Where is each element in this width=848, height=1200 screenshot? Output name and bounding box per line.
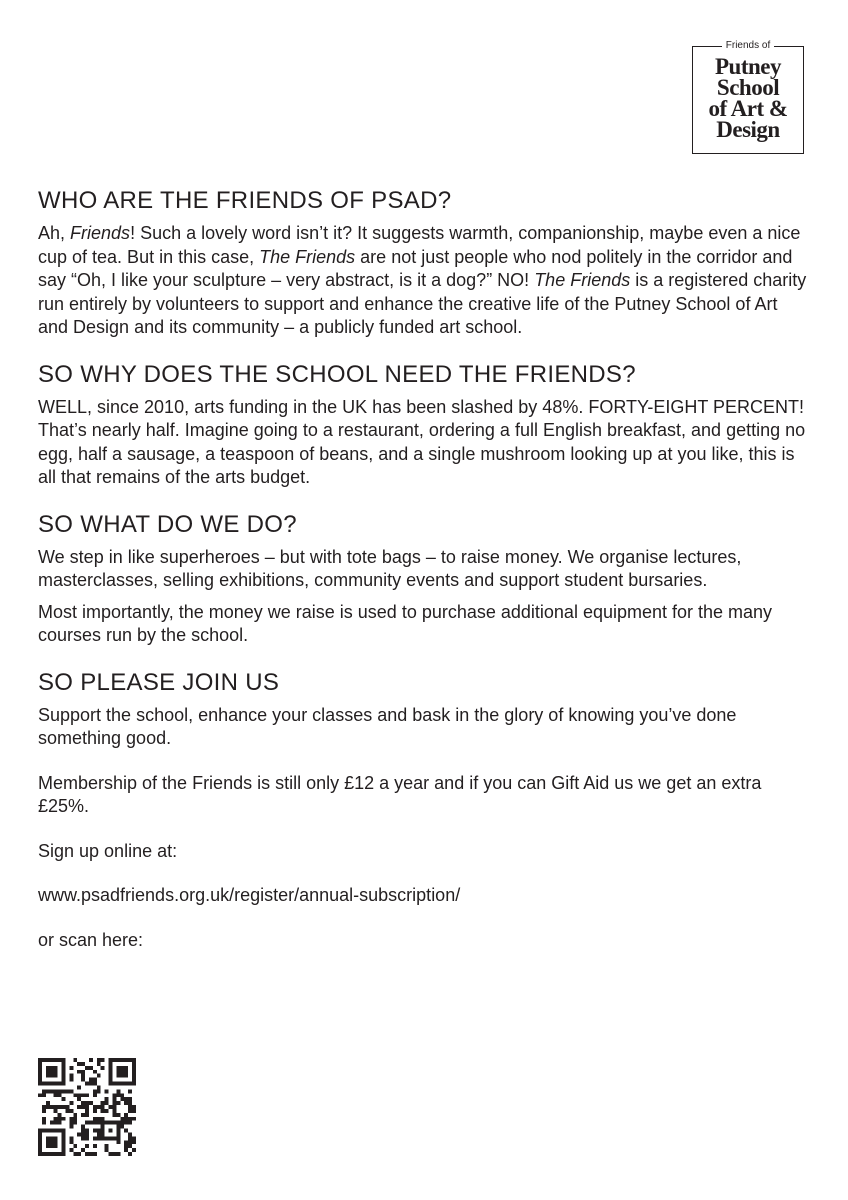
logo-line-3: of Art & <box>708 96 788 121</box>
paragraph-what-2: Most importantly, the money we raise is used to purchase additional equipment for the many courses run by the school. <box>38 601 773 645</box>
main-content <box>38 186 808 952</box>
paragraph-join-2: Membership of the Friends is still only £12 a year and if you can Gift Aid us we get an extra £25%. <box>38 772 762 816</box>
paragraph-join-1: Support the school, enhance your classes and bask in the glory of knowing you’ve done something good. <box>38 704 737 748</box>
heading-why: SO WHY DOES THE SCHOOL NEED THE FRIENDS? <box>38 360 636 388</box>
section-who <box>38 186 808 340</box>
section-what <box>38 510 808 648</box>
logo-line-1: Putney <box>715 54 781 79</box>
signup-label: Sign up online at: <box>38 840 178 861</box>
signup-url-link[interactable]: www.psadfriends.org.uk/register/annual-subscription/ <box>38 885 461 905</box>
logo-top-line: Friends of <box>722 40 774 51</box>
heading-what: SO WHAT DO WE DO? <box>38 510 297 538</box>
qr-code-icon[interactable] <box>38 1058 136 1156</box>
heading-join: SO PLEASE JOIN US <box>38 668 280 696</box>
paragraph-who: Ah, Friends! Such a lovely word isn’t it? It suggests warmth, companionship, maybe even a nice cup of tea. But in this case, The Friends are not just people who nod politely in the corridor and say “Oh, I like your sculpture – very abstract, is it a dog?” NO! The Friends is a registered charity run entirely by volunteers to support and enhance the creative life of the Putney School of Art and Design and its community – a publicly funded art school. <box>38 223 807 337</box>
friends-psad-logo <box>692 40 804 154</box>
scan-label: or scan here: <box>38 929 144 950</box>
section-join <box>38 668 808 953</box>
logo-line-2: School <box>716 75 780 100</box>
logo-line-4: Design <box>716 117 780 142</box>
paragraph-why: WELL, since 2010, arts funding in the UK has been slashed by 48%. FORTY-EIGHT PERCENT! That’s nearly half. Imagine going to a restaurant, ordering a full English breakfast, and getting no egg, half a sausage, a teaspoon of beans, and a single mushroom looking up at you like, this is all that remains of the arts budget. <box>38 396 806 487</box>
heading-who: WHO ARE THE FRIENDS OF PSAD? <box>38 187 452 214</box>
section-why <box>38 360 808 490</box>
paragraph-what-1: We step in like superheroes – but with tote bags – to raise money. We organise lectures, masterclasses, selling exhibitions, community events and support student bursaries. <box>38 546 742 590</box>
